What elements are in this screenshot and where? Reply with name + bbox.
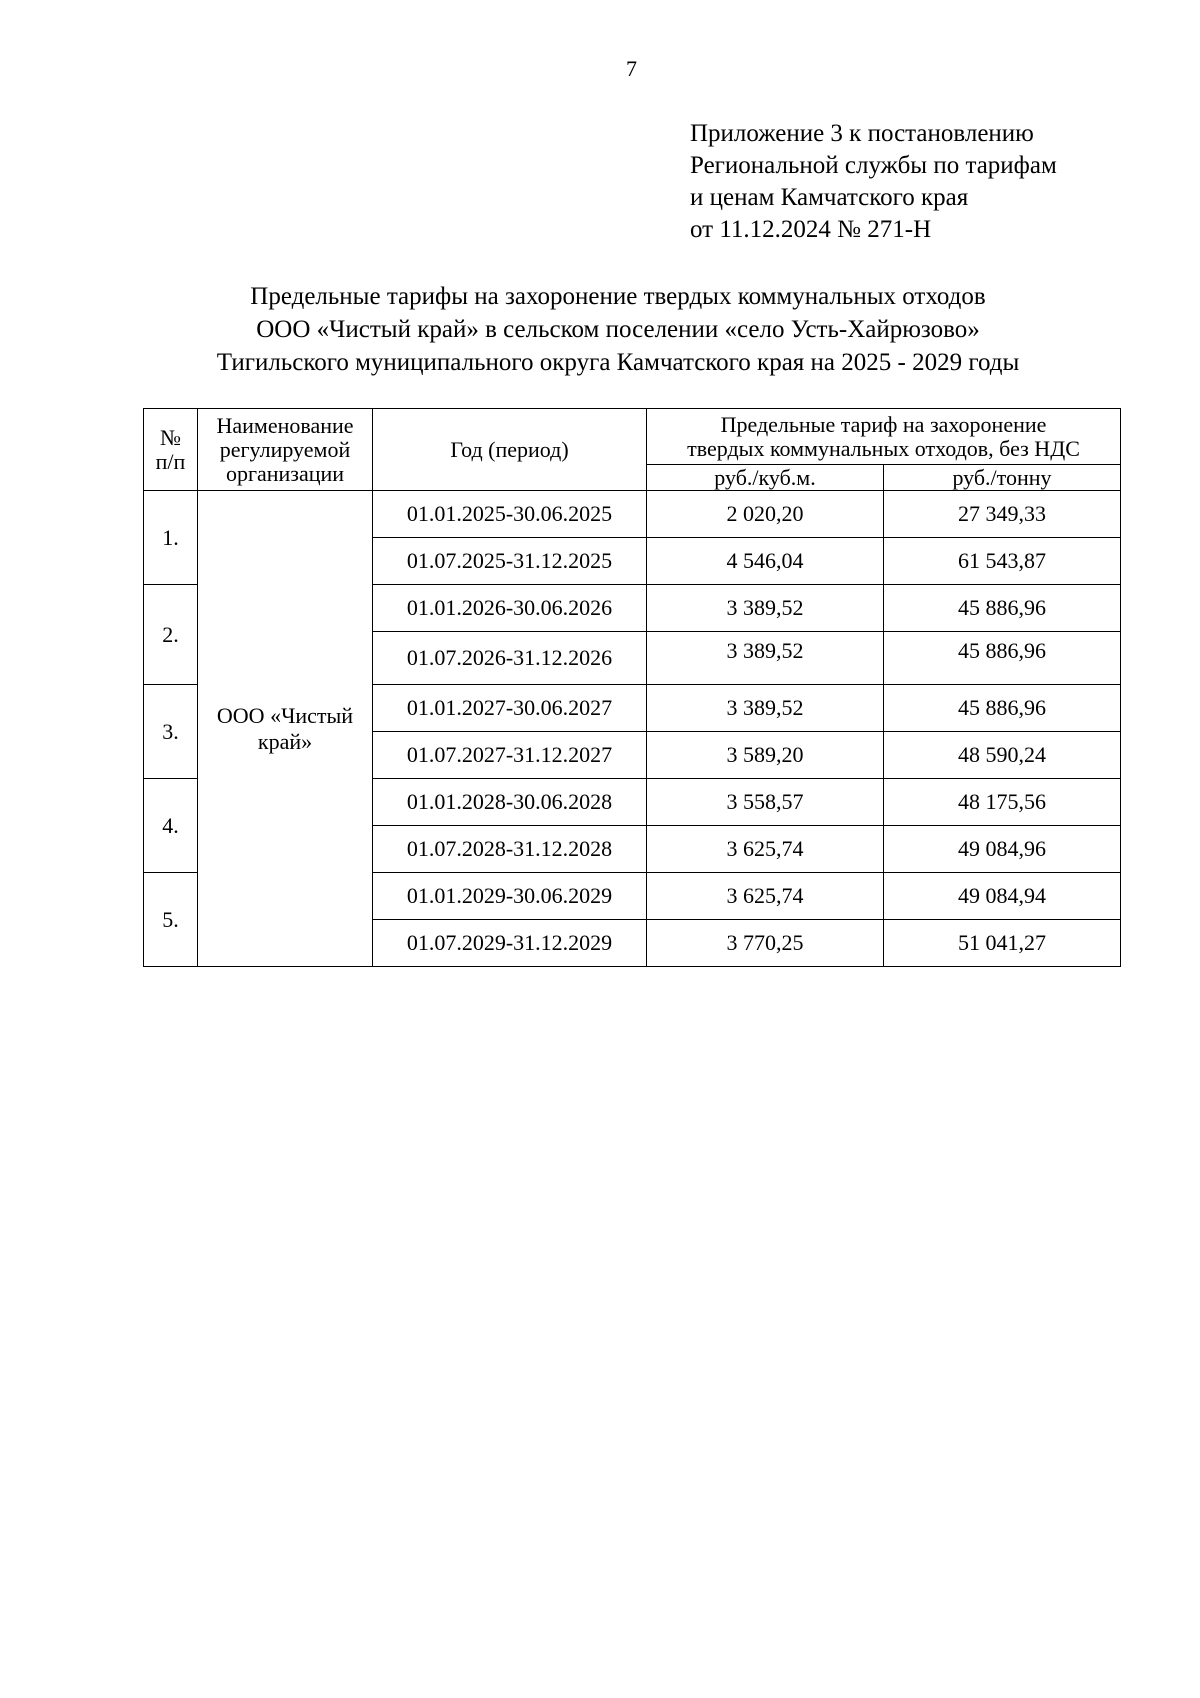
appendix-line: и ценам Камчатского края (690, 184, 969, 211)
row-number: 2. (144, 585, 198, 685)
tariff-ton-cell: 45 886,96 (884, 585, 1121, 632)
header-period: Год (период) (373, 409, 647, 491)
header-organization-line: Наименование (216, 412, 354, 438)
tariff-ton-cell: 49 084,94 (884, 873, 1121, 920)
appendix-line: Региональной службы по тарифам (690, 152, 1057, 179)
period-cell: 01.07.2028-31.12.2028 (373, 826, 647, 873)
tariff-m3-cell: 3 389,52 (647, 685, 884, 732)
tariff-m3-cell: 3 770,25 (647, 920, 884, 967)
tariff-ton-cell: 49 084,96 (884, 826, 1121, 873)
period-cell: 01.07.2026-31.12.2026 (373, 632, 647, 685)
header-number-label: п/п (155, 448, 186, 474)
tariff-m3-cell: 2 020,20 (647, 491, 884, 538)
appendix-line: Приложение 3 к постановлению (690, 120, 1034, 147)
row-number: 4. (144, 779, 198, 873)
document-title (0, 280, 1200, 379)
row-number: 5. (144, 873, 198, 967)
tariff-m3-cell: 3 625,74 (647, 873, 884, 920)
tariff-m3-cell: 3 625,74 (647, 826, 884, 873)
header-tariff-line: Предельные тариф на захоронение (720, 411, 1047, 437)
period-cell: 01.07.2027-31.12.2027 (373, 732, 647, 779)
tariff-m3-cell: 3 389,52 (647, 632, 884, 685)
tariff-ton-cell: 27 349,33 (884, 491, 1121, 538)
appendix-line: от 11.12.2024 № 271-Н (690, 216, 932, 243)
tariff-ton-cell: 51 041,27 (884, 920, 1121, 967)
tariff-m3-cell: 3 589,20 (647, 732, 884, 779)
period-cell: 01.01.2026-30.06.2026 (373, 585, 647, 632)
period-cell: 01.01.2027-30.06.2027 (373, 685, 647, 732)
tariff-ton-cell: 48 175,56 (884, 779, 1121, 826)
header-tariff-line: твердых коммунальных отходов, без НДС (687, 435, 1080, 461)
table-row (144, 491, 1121, 538)
header-tariff (647, 409, 1121, 465)
appendix-reference (690, 118, 1057, 246)
page-number: 7 (626, 56, 637, 81)
organization-name-line: ООО «Чистый (216, 702, 354, 728)
tariff-table (143, 408, 1121, 967)
title-line: Предельные тарифы на захоронение твердых коммунальных отходов (250, 283, 986, 310)
tariff-ton-cell: 61 543,87 (884, 538, 1121, 585)
organization-name-line: край» (257, 728, 313, 754)
title-line: ООО «Чистый край» в сельском поселении «село Усть-Хайрюзово» (256, 316, 980, 343)
period-cell: 01.01.2028-30.06.2028 (373, 779, 647, 826)
tariff-m3-cell: 3 389,52 (647, 585, 884, 632)
header-organization-line: организации (225, 460, 345, 486)
tariff-ton-cell: 45 886,96 (884, 685, 1121, 732)
period-cell: 01.01.2029-30.06.2029 (373, 873, 647, 920)
header-number (144, 409, 198, 491)
period-cell: 01.01.2025-30.06.2025 (373, 491, 647, 538)
tariff-m3-cell: 3 558,57 (647, 779, 884, 826)
title-line: Тигильского муниципального округа Камчатского края на 2025 - 2029 годы (216, 349, 1020, 376)
header-unit-ton: руб./тонну (884, 465, 1121, 491)
row-number: 3. (144, 685, 198, 779)
header-organization (198, 409, 373, 491)
tariff-m3-cell: 4 546,04 (647, 538, 884, 585)
header-organization-line: регулируемой (219, 436, 351, 462)
row-number: 1. (144, 491, 198, 585)
period-cell: 01.07.2025-31.12.2025 (373, 538, 647, 585)
header-number-symbol: № (160, 424, 181, 450)
header-unit-m3: руб./куб.м. (647, 465, 884, 491)
tariff-ton-cell: 45 886,96 (884, 632, 1121, 685)
tariff-ton-cell: 48 590,24 (884, 732, 1121, 779)
period-cell: 01.07.2029-31.12.2029 (373, 920, 647, 967)
organization-name (198, 491, 373, 967)
